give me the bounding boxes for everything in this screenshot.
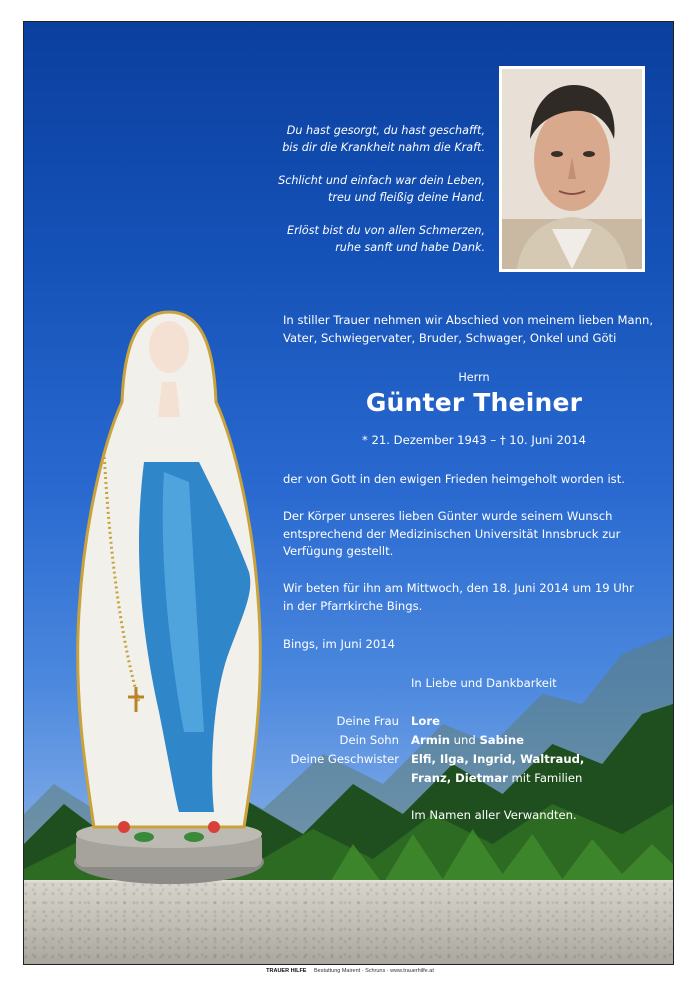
- intro-text: In stiller Trauer nehmen wir Abschied von meinem lieben Mann, Vater, Schwiegervater, Bruder, Schwager, Onkel und Göti: [283, 313, 654, 345]
- relative-name: Sabine: [479, 733, 525, 747]
- suffix: mit Familien: [507, 771, 583, 785]
- relative-name: Franz, Dietmar: [411, 771, 508, 785]
- paragraph-body-donation: Der Körper unseres lieben Günter wurde seinem Wunsch entsprechend der Medizinischen Universität Innsbruck zur Verfügung gestellt.: [283, 509, 621, 558]
- relative-name: Elfi, Ilga, Ingrid, Waltraud,: [411, 752, 585, 766]
- poem-stanza: Erlöst bist du von allen Schmerzen, ruhe sanft und habe Dank.: [287, 224, 485, 254]
- relative-name: Lore: [411, 714, 440, 728]
- relative-label-wife: Deine Frau: [336, 714, 399, 728]
- madonna-statue-image: [64, 292, 274, 892]
- stone-wall: [24, 880, 673, 964]
- closing-line: Im Namen aller Verwandten.: [411, 808, 577, 822]
- paragraph-peace: der von Gott in den ewigen Frieden heimgeholt worden ist.: [283, 472, 625, 486]
- deceased-name: Günter Theiner: [365, 388, 583, 417]
- poem-stanza: Schlicht und einfach war dein Leben, treu und fleißig deine Hand.: [278, 174, 485, 204]
- poem: [249, 122, 485, 272]
- relative-name: Armin: [411, 733, 450, 747]
- footer: [0, 968, 700, 974]
- relative-value-siblings-2: [411, 770, 671, 788]
- relative-value-wife: [411, 713, 671, 731]
- obituary-card: [23, 21, 674, 965]
- relative-value-siblings: [411, 751, 671, 769]
- footer-text: Bestattung Mairent · Schruns · www.trauerhilfe.at: [314, 968, 434, 974]
- conjunction: und: [450, 733, 480, 747]
- portrait-photo: [499, 66, 645, 272]
- paragraph-prayer: Wir beten für ihn am Mittwoch, den 18. Juni 2014 um 19 Uhr in der Pfarrkirche Bings.: [283, 581, 634, 613]
- love-line: In Liebe und Dankbarkeit: [411, 676, 557, 690]
- relative-value-son: [411, 732, 671, 750]
- salutation: Herrn: [458, 371, 490, 384]
- place-date: Bings, im Juni 2014: [283, 637, 396, 651]
- relative-label-siblings: Deine Geschwister: [290, 752, 399, 766]
- footer-brand: TRAUER HILFE: [266, 968, 307, 974]
- relative-label-son: Dein Sohn: [339, 733, 399, 747]
- life-dates: * 21. Dezember 1943 – † 10. Juni 2014: [362, 433, 586, 447]
- poem-stanza: Du hast gesorgt, du hast geschafft, bis dir die Krankheit nahm die Kraft.: [282, 124, 485, 154]
